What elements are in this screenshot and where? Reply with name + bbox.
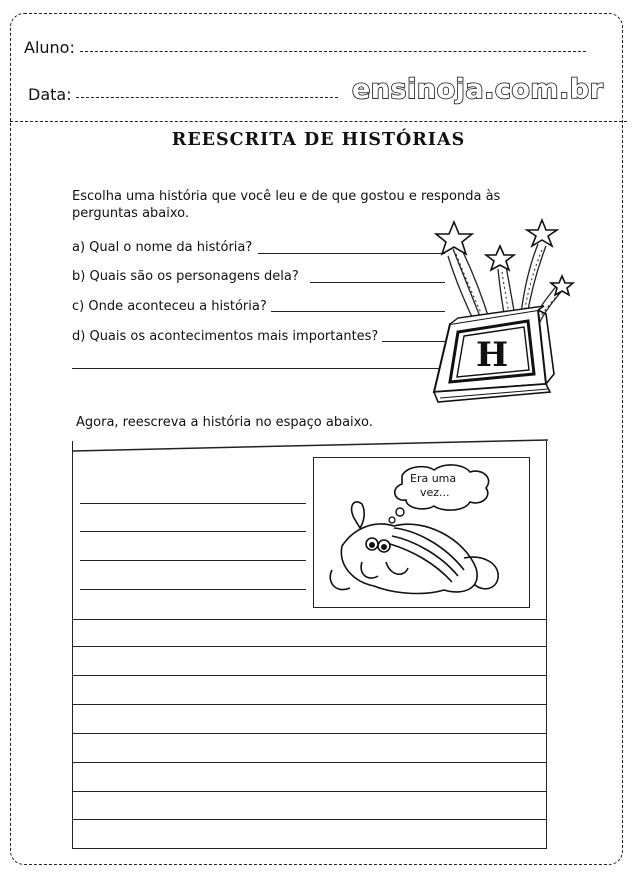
book-letter: H [475, 335, 509, 375]
writing-line[interactable] [72, 733, 547, 734]
aluno-label: Aluno: [24, 38, 75, 57]
writing-line[interactable] [80, 589, 306, 590]
rewrite-prompt: Agora, reescreva a história no espaço abaixo. [76, 415, 373, 430]
aluno-input-line[interactable] [80, 51, 586, 52]
writing-line[interactable] [72, 675, 547, 676]
question-c: c) Onde aconteceu a história? [72, 299, 267, 314]
writing-line[interactable] [80, 503, 306, 504]
writing-line[interactable] [72, 791, 547, 792]
star-icon [527, 220, 557, 246]
star-icon [436, 222, 472, 254]
answer-d-line-2[interactable] [72, 368, 445, 369]
answer-c-line[interactable] [271, 311, 445, 312]
writing-line[interactable] [80, 560, 306, 561]
speech-text-line1: Era uma [410, 472, 457, 485]
page-title: REESCRITA DE HISTÓRIAS [171, 130, 466, 150]
writing-line[interactable] [72, 704, 547, 705]
story-picture [313, 457, 530, 608]
speech-text-line2: vez... [420, 486, 450, 499]
writing-line[interactable] [72, 762, 547, 763]
question-d: d) Quais os acontecimentos mais importantes? [72, 329, 379, 344]
answer-b-line[interactable] [310, 282, 445, 283]
writing-line[interactable] [80, 531, 306, 532]
star-icon [486, 246, 514, 270]
data-label: Data: [28, 85, 72, 104]
question-b: b) Quais são os personagens dela? [72, 269, 299, 284]
star-icon [551, 276, 573, 295]
data-field [28, 85, 72, 104]
header-divider [10, 121, 627, 122]
answer-a-line[interactable] [258, 253, 445, 254]
question-a: a) Qual o nome da história? [72, 240, 253, 255]
writing-line[interactable] [72, 619, 547, 620]
writing-line[interactable] [72, 819, 547, 820]
brand-logo: ensinoja.com.br [352, 74, 604, 105]
thinking-character-illustration [314, 458, 528, 606]
data-input-line[interactable] [76, 97, 338, 98]
aluno-field [24, 38, 75, 57]
book-stars-illustration [428, 214, 578, 414]
writing-line[interactable] [72, 646, 547, 647]
instructions-text: Escolha uma história que você leu e de que gostou e responda às perguntas abaixo. [72, 189, 501, 221]
